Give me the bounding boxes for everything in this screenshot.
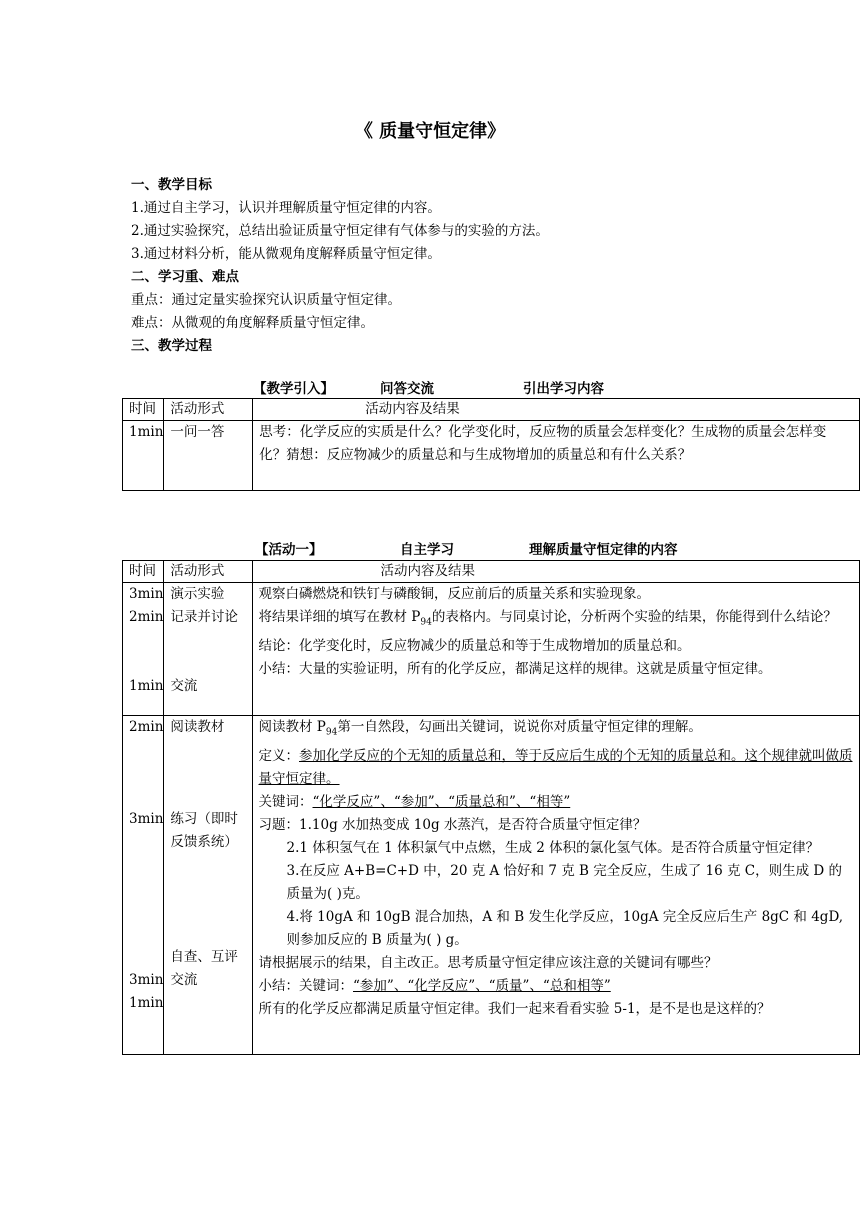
form-value: 自查、互评交流 xyxy=(170,949,238,988)
content-line: 请根据展示的结果，自主改正。思考质量守恒定律应该注意的关键词有哪些？ xyxy=(258,954,718,971)
objective-item: 1.通过自主学习，认识并理解质量守恒定律的内容。 xyxy=(131,200,441,216)
cell-content xyxy=(252,716,859,1055)
page-title: 《 质量守恒定律》 xyxy=(354,121,506,142)
summary-line xyxy=(259,975,853,998)
cell-form: 一问一答 xyxy=(164,421,253,491)
header-time: 时间 xyxy=(123,561,164,583)
objectives-heading: 一、教学目标 xyxy=(131,177,212,193)
keywords-label: 关键词： xyxy=(258,793,313,810)
cell-form xyxy=(164,716,252,1055)
objective-item: 2.通过实验探究，总结出验证质量守恒定律有气体参与的实验的方法。 xyxy=(131,223,549,239)
intro-sections xyxy=(131,174,811,358)
difficult-point: 难点：从微观的角度解释质量守恒定律。 xyxy=(131,315,374,331)
key-points-heading: 二、学习重、难点 xyxy=(131,269,239,285)
summary-label: 小结：关键词： xyxy=(258,977,354,994)
header-form: 活动形式 xyxy=(164,399,253,421)
header-content: 活动内容及结果 xyxy=(253,399,860,421)
table-row xyxy=(123,716,860,1055)
page-subscript: 94 xyxy=(325,727,338,738)
content-line: 所有的化学反应都满足质量守恒定律。我们一起来看看实验 5-1，是不是也是这样的？ xyxy=(258,1000,771,1017)
exercise-item: 习题：1.10g 水加热变成 10g 水蒸汽，是否符合质量守恒定律？ xyxy=(258,816,647,833)
intro-table xyxy=(122,398,860,491)
time-value: 1min xyxy=(129,995,164,1011)
cell-form xyxy=(164,583,252,716)
activity1-caption-c: 理解质量守恒定律的内容 xyxy=(529,542,678,558)
definition-label: 定义： xyxy=(258,747,300,764)
form-value: 交流 xyxy=(170,678,198,694)
cell-content xyxy=(252,583,859,716)
form-value: 记录并讨论 xyxy=(170,609,238,625)
content-text: 阅读教材 P xyxy=(258,719,326,735)
intro-caption-c: 引出学习内容 xyxy=(523,381,604,397)
time-value: 2min xyxy=(129,719,164,735)
exercise-item: 3.在反应 A+B=C+D 中，20 克 A 恰好和 7 克 B 完全反应，生成了 16 克 C，则生成 D 的质量为( )克。 xyxy=(286,862,842,902)
content-line xyxy=(259,716,853,745)
activity1-caption-a: 【活动一】 xyxy=(255,542,323,558)
content-text: 第一自然段，勾画出关键词，说说你对质量守恒定律的理解。 xyxy=(337,719,702,735)
content-line xyxy=(259,606,853,635)
time-value: 2min xyxy=(129,609,164,625)
time-value: 3min xyxy=(129,586,164,602)
cell-time: 1min xyxy=(123,421,164,491)
definition-line xyxy=(259,745,853,791)
exercise-item: 2.1 体积氢气在 1 体积氯气中点燃，生成 2 体积的氯化氢气体。是否符合质量守恒定律？ xyxy=(286,839,820,856)
keywords-text: “化学反应”、“参加”、“质量总和”、“相等” xyxy=(312,793,571,810)
keywords-line xyxy=(259,791,853,814)
summary-text: “参加”、“化学反应”、“质量”、“总和相等” xyxy=(353,977,611,994)
time-value: 1min xyxy=(129,678,164,694)
header-content: 活动内容及结果 xyxy=(252,561,859,583)
activity1-table xyxy=(122,560,860,1055)
intro-caption-b: 问答交流 xyxy=(380,381,434,397)
time-value: 3min xyxy=(129,811,164,827)
content-line: 小结：大量的实验证明，所有的化学反应，都满足这样的规律。这就是质量守恒定律。 xyxy=(258,660,772,677)
table-header-row xyxy=(123,561,860,583)
form-value: 练习（即时反馈系统） xyxy=(170,811,238,850)
form-value: 演示实验 xyxy=(170,586,225,602)
process-heading: 三、教学过程 xyxy=(131,338,212,354)
definition-text: 参加化学反应的个无知的质量总和，等于反应后生成的个无知的质量总和。这个规律就叫做质量守恒定律。 xyxy=(258,747,853,787)
table-row xyxy=(123,583,860,716)
important-point: 重点：通过定量实验探究认识质量守恒定律。 xyxy=(131,292,401,308)
content-text: 的表格内。与同桌讨论，分析两个实验的结果，你能得到什么结论？ xyxy=(431,609,837,625)
cell-time xyxy=(123,716,164,1055)
exercise-item: 4.将 10gA 和 10gB 混合加热，A 和 B 发生化学反应，10gA 完全反应后生产 8gC 和 4gD,则参加反应的 B 质量为( ) g。 xyxy=(286,908,844,948)
time-value: 3min xyxy=(129,972,164,988)
objective-item: 3.通过材料分析，能从微观角度解释质量守恒定律。 xyxy=(131,246,441,262)
header-time: 时间 xyxy=(123,399,164,421)
table-header-row xyxy=(123,399,860,421)
table-row xyxy=(123,421,860,491)
header-form: 活动形式 xyxy=(164,561,252,583)
page-subscript: 94 xyxy=(420,617,432,628)
activity1-caption-b: 自主学习 xyxy=(400,542,454,558)
content-line: 观察白磷燃烧和铁钉与磷酸铜，反应前后的质量关系和实验现象。 xyxy=(258,586,651,602)
form-value: 阅读教材 xyxy=(170,719,225,735)
intro-caption-a: 【教学引入】 xyxy=(253,381,334,397)
cell-time xyxy=(123,583,164,716)
content-text: 将结果详细的填写在教材 P xyxy=(258,609,421,625)
cell-content: 思考：化学反应的实质是什么？化学变化时，反应物的质量会怎样变化？生成物的质量会怎样变化？猜想：反应物减少的质量总和与生成物增加的质量总和有什么关系？ xyxy=(253,421,860,491)
content-line: 结论：化学变化时，反应物减少的质量总和等于生成物增加的质量总和。 xyxy=(258,637,691,654)
